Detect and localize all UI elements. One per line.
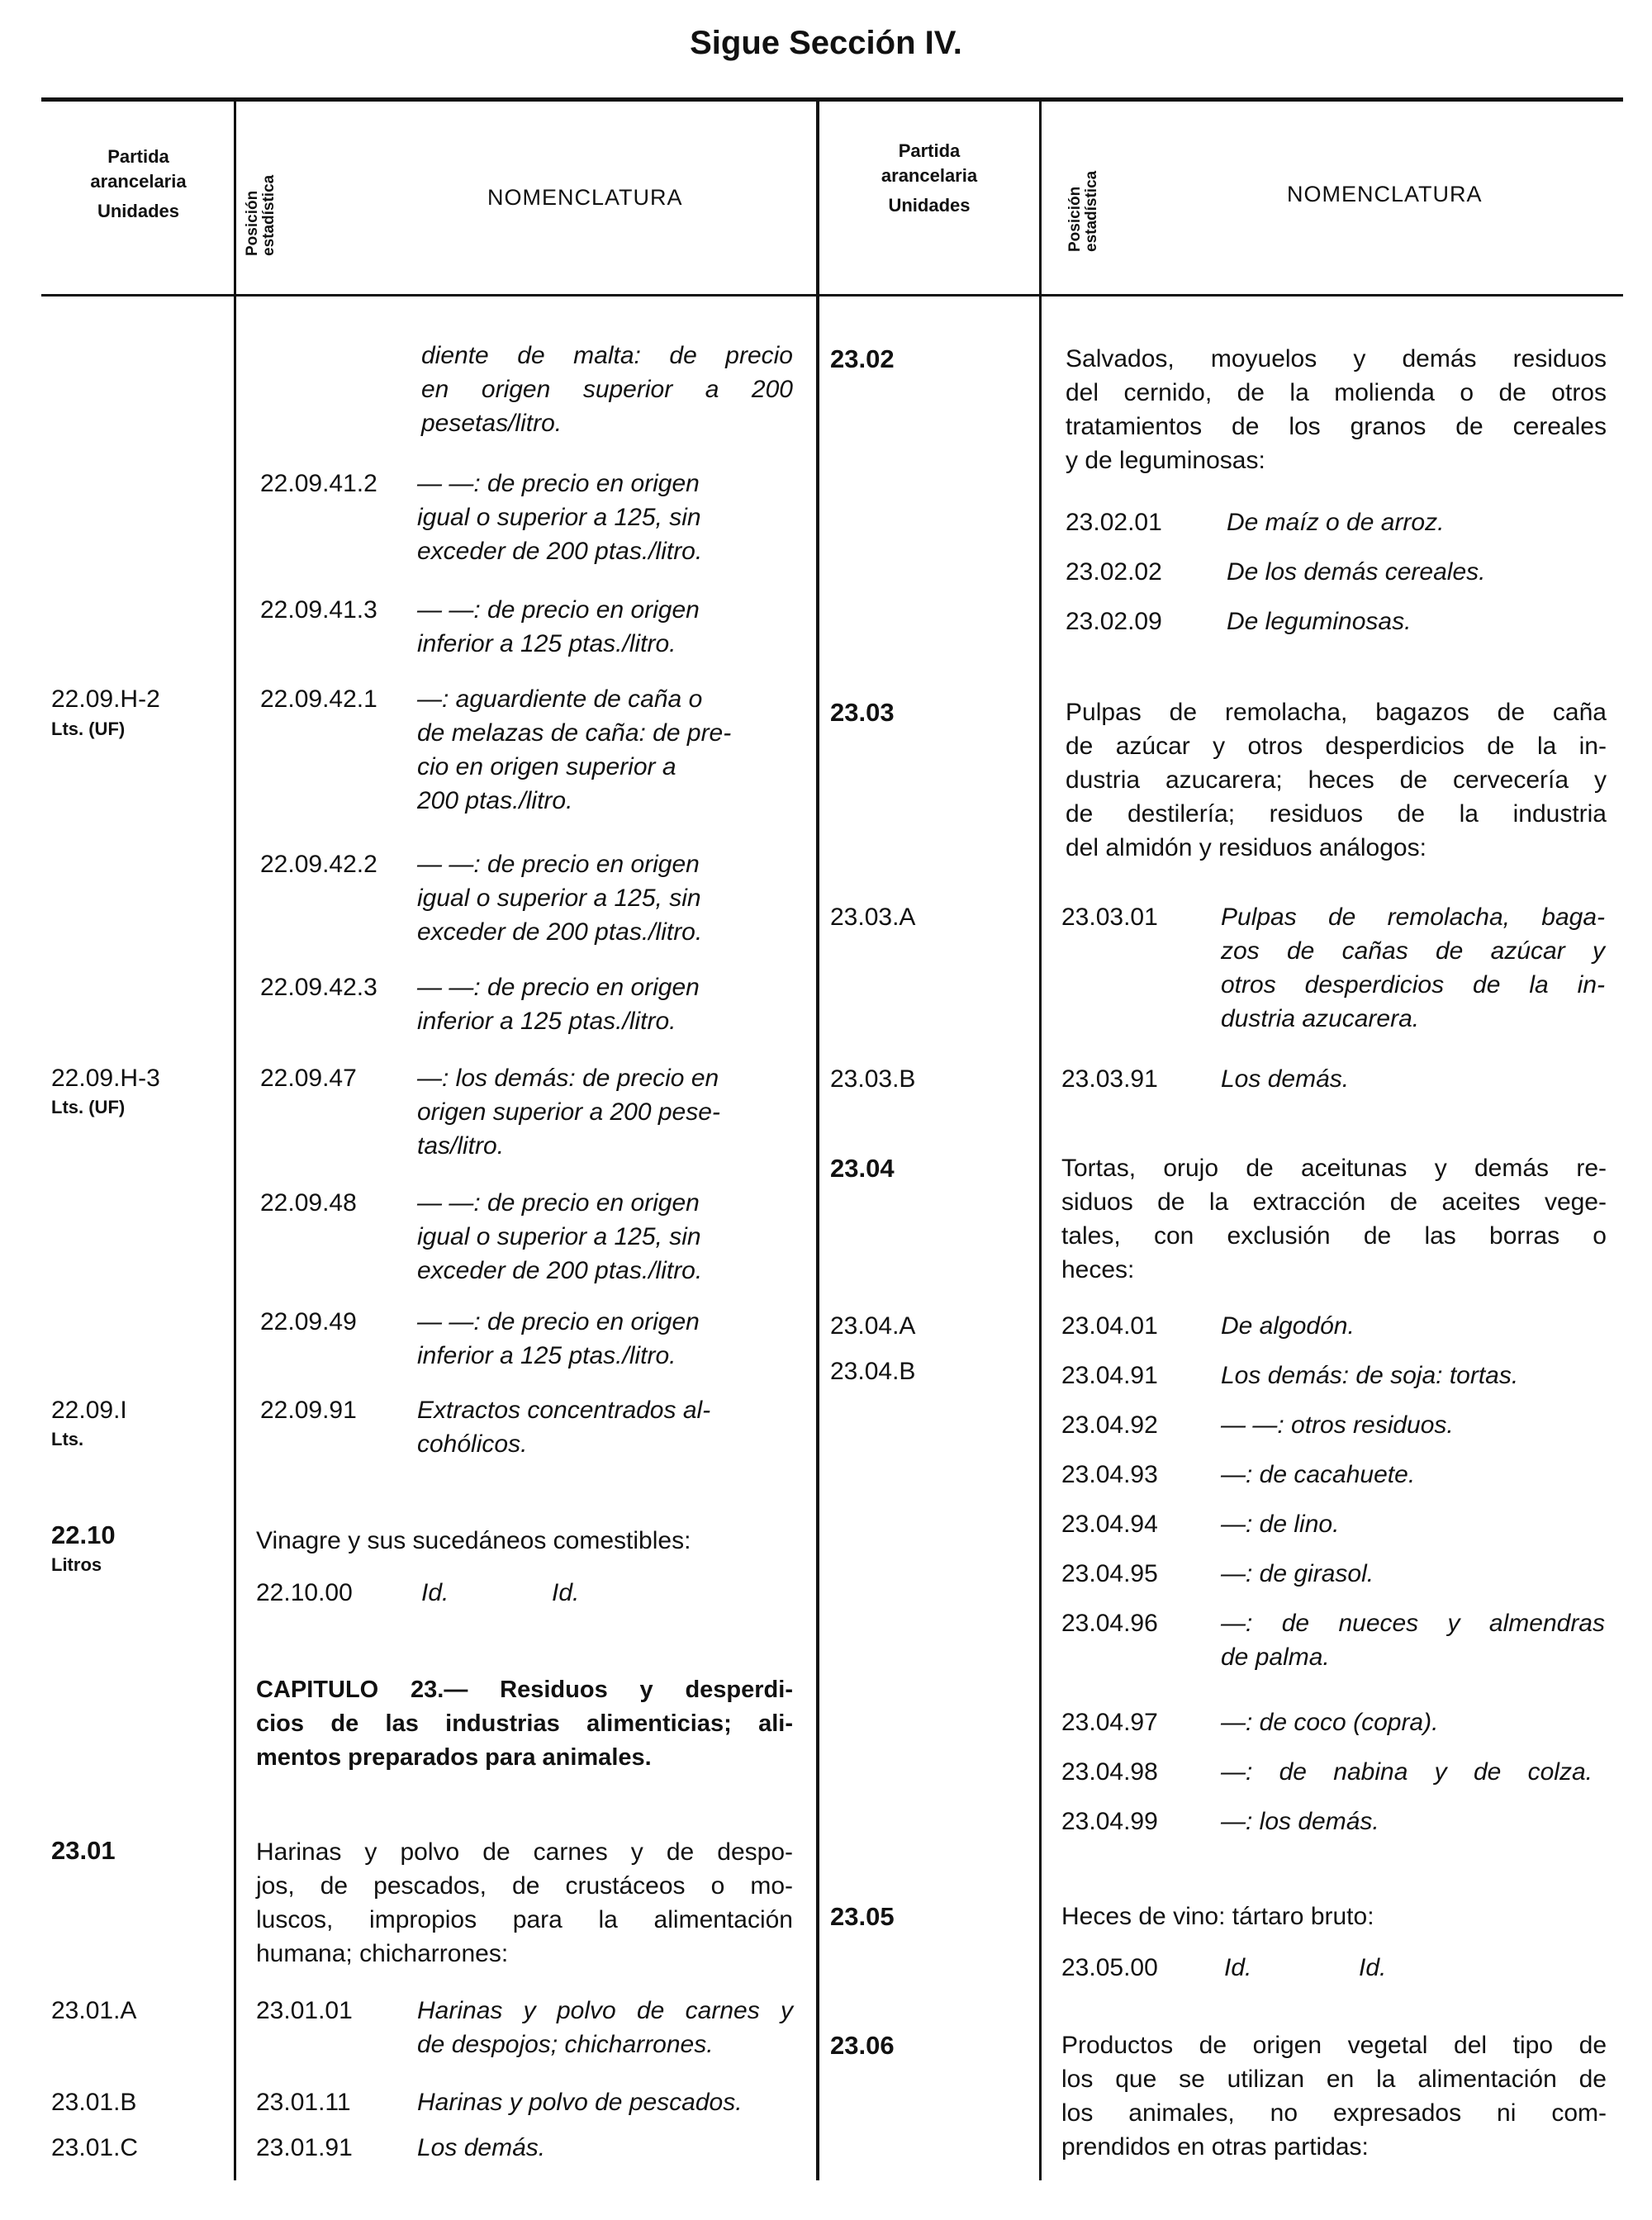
position-code: 22.10.00	[256, 1579, 353, 1606]
header-posicion-line: Posición	[1066, 186, 1084, 252]
nomenclature-text: Extractos concentrados al- cohólicos.	[417, 1397, 711, 1458]
header-partida-line: Partida	[898, 140, 961, 161]
partida-code: 22.10	[51, 1520, 116, 1549]
partida-code: 23.04.B	[830, 1358, 916, 1385]
heading-text: Productos de origen vegetal del tipo de los que se utilizan en la alimentación de los animales, no expresados ni com- prendidos en otras partidas:	[1061, 2032, 1607, 2161]
partida-code: 23.06	[830, 2031, 895, 2060]
heading-text: Tortas, orujo de aceitunas y demás re- siduos de la extracción de aceites vege- tales, con exclusión de las borras o heces:	[1061, 1155, 1607, 1283]
heading-text: Pulpas de remolacha, bagazos de caña de azúcar y otros desperdicios de la in- dustria azucarera; heces de cervecería y de destilería; residuos de la industria del almidón y residuos análogos:	[1066, 699, 1607, 861]
partida-code: 23.01	[51, 1836, 116, 1865]
position-code: 23.04.94	[1061, 1511, 1158, 1538]
heading-text: Heces de vino: tártaro bruto:	[1061, 1903, 1374, 1930]
nomenclature-text: Harinas y polvo de carnes y de despojos; chicharrones.	[417, 1997, 793, 2058]
position-code: 22.09.42.2	[260, 851, 377, 878]
position-code: 23.03.01	[1061, 904, 1158, 931]
position-code: 23.03.91	[1061, 1065, 1158, 1093]
partida-code: 22.09.I	[51, 1397, 127, 1424]
header-partida-right	[826, 139, 1032, 218]
header-partida-line: Partida	[107, 146, 169, 167]
nomenclature-text: Pulpas de remolacha, baga- zos de cañas de azúcar y otros desperdicios de la in- dustria azucarera.	[1221, 904, 1605, 1032]
header-posicion-line: estadística	[1083, 170, 1100, 252]
partida-code: 23.01.A	[51, 1997, 137, 2024]
position-code: 22.09.42.1	[260, 685, 377, 713]
position-code: 23.04.98	[1061, 1758, 1158, 1786]
partida-code: 23.03	[830, 698, 895, 727]
header-posicion-line: Posición	[244, 190, 261, 256]
position-code: 23.01.11	[256, 2089, 351, 2116]
nomenclature-text: diente de malta: de precio en origen superior a 200 pesetas/litro.	[421, 342, 793, 437]
nomenclature-text: — —: de precio en origen inferior a 125 ptas./litro.	[417, 974, 700, 1035]
nomenclature-text: De los demás cereales.	[1227, 558, 1486, 586]
partida-code: 23.04.A	[830, 1312, 916, 1340]
divider-2	[816, 99, 819, 2180]
position-code: 22.09.41.2	[260, 470, 377, 497]
nomenclature-text: Los demás: de soja: tortas.	[1221, 1362, 1519, 1389]
nomenclature-text: —: los demás: de precio en origen superior a 200 pese- tas/litro.	[417, 1065, 720, 1160]
header-rule	[41, 294, 1623, 296]
unit-label: Lts.	[51, 1429, 84, 1449]
id-mark: Id.	[421, 1579, 449, 1606]
nomenclature-text: —: aguardiente de caña o de melazas de caña: de pre- cio en origen superior a 200 ptas./litro.	[417, 685, 732, 814]
position-code: 23.05.00	[1061, 1954, 1158, 1981]
nomenclature-text: Los demás.	[1221, 1065, 1350, 1093]
position-code: 23.04.95	[1061, 1560, 1158, 1587]
nomenclature-text: De maíz o de arroz.	[1227, 509, 1445, 536]
nomenclature-text: — —: de precio en origen inferior a 125 ptas./litro.	[417, 1308, 700, 1369]
position-code: 23.01.01	[256, 1997, 353, 2024]
nomenclature-text: — —: de precio en origen inferior a 125 ptas./litro.	[417, 596, 700, 657]
partida-code: 22.09.H-2	[51, 685, 160, 713]
partida-code: 23.03.A	[830, 904, 916, 931]
nomenclature-text: Los demás.	[417, 2134, 546, 2161]
position-code: 23.01.91	[256, 2134, 353, 2161]
header-posicion-line: estadística	[260, 174, 278, 256]
page-title: Sigue Sección IV.	[690, 25, 962, 61]
nomenclature-text: —: de nabina y de colza.	[1221, 1758, 1593, 1786]
id-mark: Id.	[1224, 1954, 1252, 1981]
nomenclature-text: — —: de precio en origen igual o superior a 125, sin exceder de 200 ptas./litro.	[417, 470, 703, 565]
partida-code: 23.03.B	[830, 1065, 916, 1093]
header-partida-line: Unidades	[888, 195, 971, 216]
heading-text: Vinagre y sus sucedáneos comestibles:	[256, 1527, 691, 1554]
position-code: 23.02.02	[1066, 558, 1162, 586]
partida-code: 23.01.C	[51, 2134, 139, 2161]
heading-text: Salvados, moyuelos y demás residuos del cernido, de la molienda o de otros tratamientos de los granos de cereales y de leguminosas:	[1066, 345, 1607, 474]
partida-code: 23.05	[830, 1902, 895, 1931]
unit-label: Lts. (UF)	[51, 1097, 126, 1117]
nomenclature-text: Harinas y polvo de pescados.	[417, 2089, 743, 2116]
nomenclature-text: De leguminosas.	[1227, 608, 1412, 635]
unit-label: Litros	[51, 1554, 102, 1575]
nomenclature-text: —: los demás.	[1221, 1808, 1379, 1835]
position-code: 23.02.01	[1066, 509, 1162, 536]
nomenclature-text: — —: de precio en origen igual o superior a 125, sin exceder de 200 ptas./litro.	[417, 1189, 703, 1284]
header-partida-line: arancelaria	[90, 171, 187, 192]
nomenclature-text: De algodón.	[1221, 1312, 1355, 1340]
nomenclature-text: —: de nueces y almendras de palma.	[1221, 1610, 1605, 1671]
partida-code: 23.04	[830, 1154, 895, 1183]
top-rule	[41, 97, 1623, 102]
partida-code: 23.02	[830, 344, 895, 373]
position-code: 23.04.01	[1061, 1312, 1158, 1340]
position-code: 23.04.93	[1061, 1461, 1158, 1488]
nomenclature-text: —: de cacahuete.	[1221, 1461, 1416, 1488]
position-code: 23.04.97	[1061, 1709, 1158, 1736]
position-code: 22.09.47	[260, 1065, 357, 1092]
unit-label: Lts. (UF)	[51, 719, 126, 739]
divider-1	[234, 99, 236, 2180]
header-partida-left	[50, 145, 227, 224]
position-code: 23.04.99	[1061, 1808, 1158, 1835]
nomenclature-text: —: de girasol.	[1221, 1560, 1374, 1587]
id-mark: Id.	[552, 1579, 580, 1606]
header-nomenclatura-right: NOMENCLATURA	[1287, 182, 1483, 206]
header-partida-line: Unidades	[97, 201, 180, 221]
header-posicion-right	[1067, 171, 1100, 252]
heading-text: Harinas y polvo de carnes y de despo- jos, de pescados, de crustáceos o mo- luscos, impropios para la alimentación humana; chicharrones:	[256, 1838, 793, 1967]
nomenclature-text: —: de lino.	[1221, 1511, 1340, 1538]
chapter-heading: CAPITULO 23.— Residuos y desperdi- cios de las industrias alimenticias; ali- mentos preparados para animales.	[256, 1677, 793, 1771]
id-mark: Id.	[1359, 1954, 1387, 1981]
position-code: 22.09.91	[260, 1397, 357, 1424]
position-code: 23.02.09	[1066, 608, 1162, 635]
header-nomenclatura-left: NOMENCLATURA	[487, 185, 683, 210]
position-code: 23.04.92	[1061, 1411, 1158, 1439]
divider-3	[1039, 99, 1042, 2180]
header-partida-line: arancelaria	[881, 165, 978, 186]
position-code: 22.09.41.3	[260, 596, 377, 624]
nomenclature-text: —: de coco (copra).	[1221, 1709, 1439, 1736]
partida-code: 22.09.H-3	[51, 1065, 160, 1092]
nomenclature-text: — —: de precio en origen igual o superior a 125, sin exceder de 200 ptas./litro.	[417, 851, 703, 946]
position-code: 22.09.49	[260, 1308, 357, 1335]
header-posicion-left	[244, 175, 278, 256]
position-code: 23.04.96	[1061, 1610, 1158, 1637]
position-code: 22.09.48	[260, 1189, 357, 1217]
position-code: 23.04.91	[1061, 1362, 1158, 1389]
nomenclature-text: — —: otros residuos.	[1221, 1411, 1454, 1439]
position-code: 22.09.42.3	[260, 974, 377, 1001]
partida-code: 23.01.B	[51, 2089, 137, 2116]
